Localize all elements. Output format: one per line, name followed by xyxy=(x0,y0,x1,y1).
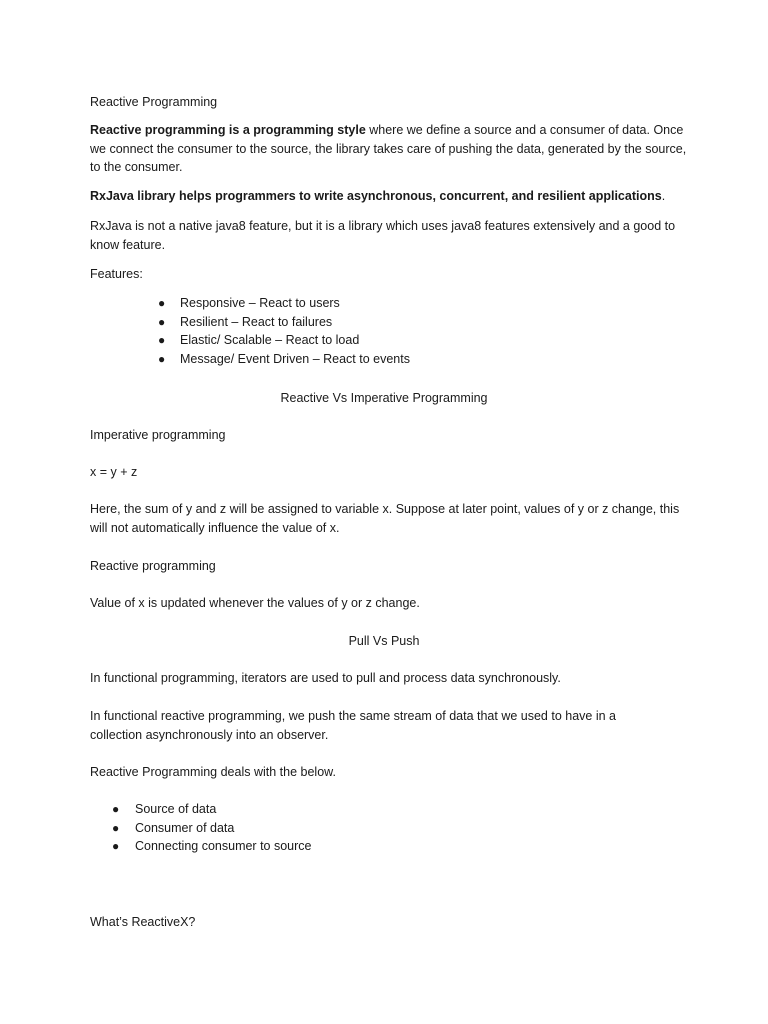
reactive-description: Value of x is updated whenever the values of y or z change. xyxy=(90,596,420,610)
deals-paragraph: Reactive Programming deals with the below. xyxy=(90,765,336,779)
heading-reactive-vs-imperative: Reactive Vs Imperative Programming xyxy=(280,391,488,405)
features-list xyxy=(90,294,690,368)
features-label: Features: xyxy=(90,267,143,281)
list-item: ● Message/ Event Driven – React to events xyxy=(90,350,690,369)
paragraph-rxjava-library xyxy=(90,187,690,206)
deals-list xyxy=(90,800,690,856)
bullet-icon: ● xyxy=(158,351,166,366)
imperative-description: Here, the sum of y and z will be assigned to variable x. Suppose at later point, values of y or z change, this will not automatically influence the value of x. xyxy=(90,502,680,535)
functional-paragraph: In functional programming, iterators are used to pull and process data synchronously. xyxy=(90,671,561,685)
bullet-icon: ● xyxy=(112,802,120,816)
rxjava-library-rest: . xyxy=(661,189,666,203)
list-item: ● Elastic/ Scalable – React to load xyxy=(90,331,690,350)
bullet-icon: ● xyxy=(158,314,166,329)
whats-reactivex-heading: What’s ReactiveX? xyxy=(90,915,196,929)
list-item: ● Responsive – React to users xyxy=(90,294,690,313)
bullet-icon: ● xyxy=(112,820,120,835)
reactive-definition-bold: Reactive programming is a programming style xyxy=(90,123,366,137)
reactive-label: Reactive programming xyxy=(90,559,216,573)
bullet-icon: ● xyxy=(158,296,166,310)
paragraph-reactive-definition xyxy=(90,121,690,177)
list-item: ● Resilient – React to failures xyxy=(90,313,690,332)
doc-title: Reactive Programming xyxy=(90,95,218,109)
formula: x = y + z xyxy=(90,465,138,479)
functional-reactive-paragraph: In functional reactive programming, we push the same stream of data that we used to have in a collection asynchronously into an observer. xyxy=(90,709,616,742)
bullet-icon: ● xyxy=(112,839,120,853)
reactive-definition-rest: where we define a source and a consumer of data. Once we connect the consumer to the source, the library takes care of pushing the data, generated by the source, to the consumer. xyxy=(90,123,687,174)
paragraph-rxjava-native: RxJava is not a native java8 feature, but it is a library which uses java8 features extensively and a good to know feature. xyxy=(90,219,676,252)
imperative-label: Imperative programming xyxy=(90,428,226,442)
list-item: ● Connecting consumer to source xyxy=(90,837,690,856)
bullet-icon: ● xyxy=(158,333,166,347)
list-item: ● Consumer of data xyxy=(90,819,690,838)
heading-pull-vs-push: Pull Vs Push xyxy=(348,634,420,648)
rxjava-library-bold: RxJava library helps programmers to write asynchronous, concurrent, and resilient applications xyxy=(90,189,662,203)
list-item: ● Source of data xyxy=(90,800,690,819)
